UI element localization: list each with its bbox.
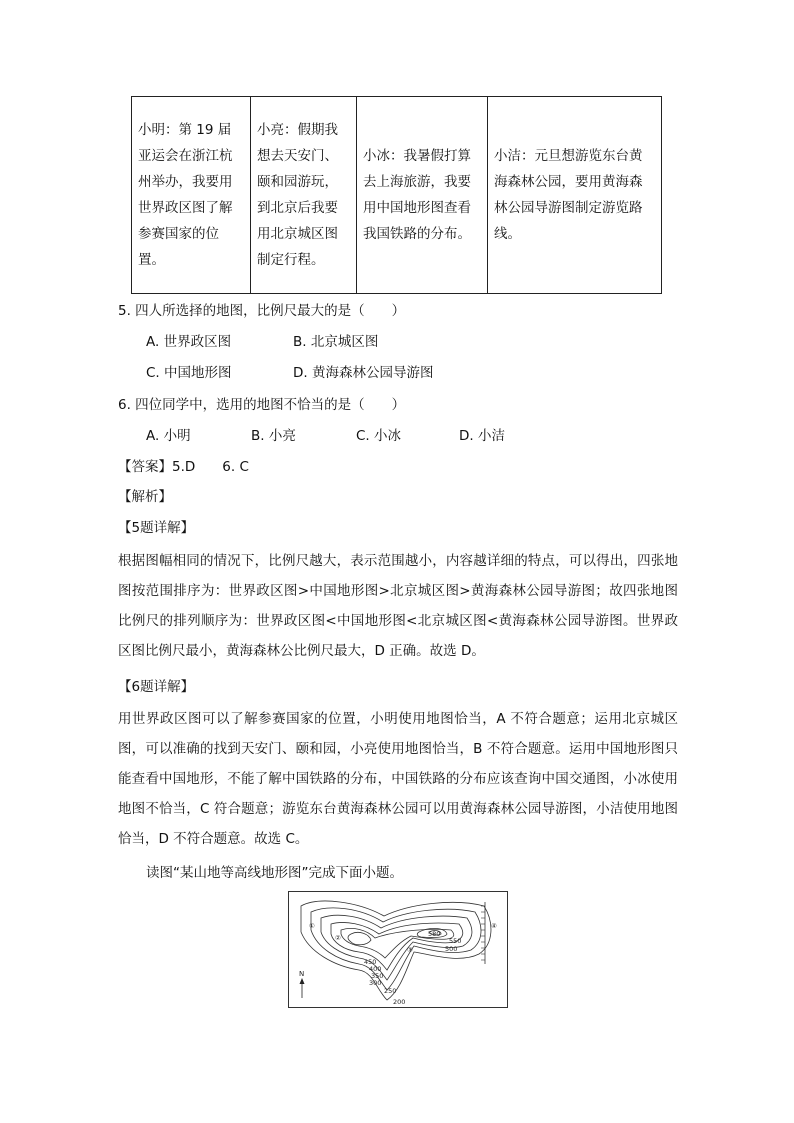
q6-option-a: A. 小明: [146, 428, 191, 444]
cell-xiaoming: 小明：第 19 届亚运会在浙江杭州举办，我要用世界政区图了解参赛国家的位置。: [132, 97, 251, 294]
q6-detail-heading: 【6题详解】: [118, 679, 195, 695]
q6-detail-text: 用世界政区图可以了解参赛国家的位置，小明使用地图恰当，A 不符合题意；运用北京城区图，可以准确的找到天安门、颐和园，小亮使用地图恰当，B 不符合题意。运用中国地形图只能查看中国地形，不能了解中国铁路的分布，中国铁路的分布应该查询中国交通图，小冰使用地图不恰当，C 符合题意；游览东台黄海森林公园可以用黄海森林公园导游图，小洁使用地图恰当，D 不符合题意。故选 C。: [118, 711, 678, 847]
label-580: 580: [428, 930, 441, 938]
north-arrow-icon: [300, 978, 305, 998]
q5-detail-heading: 【5题详解】: [118, 520, 195, 536]
point-4-label: ④: [491, 922, 497, 930]
q5-detail-text: 根据图幅相同的情况下，比例尺越大，表示范围越小，内容越详细的特点，可以得出，四张地图按范围排序为：世界政区图>中国地形图>北京城区图>黄海森林公园导游图；故四张地图比例尺的排列顺序为：世界政区图<中国地形图<北京城区图<黄海森林公园导游图。世界政区图比例尺最小，黄海森林公比例尺最大，D 正确。故选 D。: [118, 553, 678, 659]
q6-option-d: D. 小洁: [459, 428, 505, 444]
north-label: N: [299, 970, 305, 978]
cell-xiaojie: 小洁：元旦想游览东台黄海森林公园，要用黄海森林公园导游图制定游览路线。: [488, 97, 662, 294]
q5-option-a: A. 世界政区图: [146, 334, 232, 350]
q6-option-c: C. 小冰: [356, 428, 402, 444]
label-450: 450: [364, 958, 377, 966]
contour-map: [288, 891, 508, 1008]
label-500: 500: [445, 945, 458, 953]
scenario-table: [131, 96, 662, 294]
map-intro: 读图“某山地等高线地形图”完成下面小题。: [146, 865, 403, 881]
label-200: 200: [393, 998, 406, 1006]
q5-option-d: D. 黄海森林公园导游图: [293, 365, 434, 381]
point-2-label: ②: [335, 934, 341, 942]
q5-option-c: C. 中国地形图: [146, 365, 232, 381]
label-550: 550: [449, 937, 462, 945]
label-300: 300: [369, 979, 382, 987]
point-3-label: ③: [407, 946, 413, 954]
contour-map-drawing: [289, 892, 507, 1007]
cell-xiaoliang: 小亮：假期我想去天安门、颐和园游玩，到北京后我要用北京城区图制定行程。: [251, 97, 357, 294]
answer-line: 【答案】5.D 6. C: [118, 459, 249, 475]
label-350: 350: [371, 972, 384, 980]
label-250: 250: [384, 987, 397, 995]
question-5-stem: 5. 四人所选择的地图，比例尺最大的是（ ）: [118, 303, 406, 319]
cell-xiaobing: 小冰：我暑假打算去上海旅游，我要用中国地形图查看我国铁路的分布。: [357, 97, 488, 294]
analysis-heading: 【解析】: [118, 489, 172, 505]
q6-option-b: B. 小亮: [251, 428, 296, 444]
q5-option-b: B. 北京城区图: [293, 334, 379, 350]
label-400: 400: [369, 965, 382, 973]
point-1-label: ①: [309, 922, 315, 930]
question-6-stem: 6. 四位同学中，选用的地图不恰当的是（ ）: [118, 397, 406, 413]
